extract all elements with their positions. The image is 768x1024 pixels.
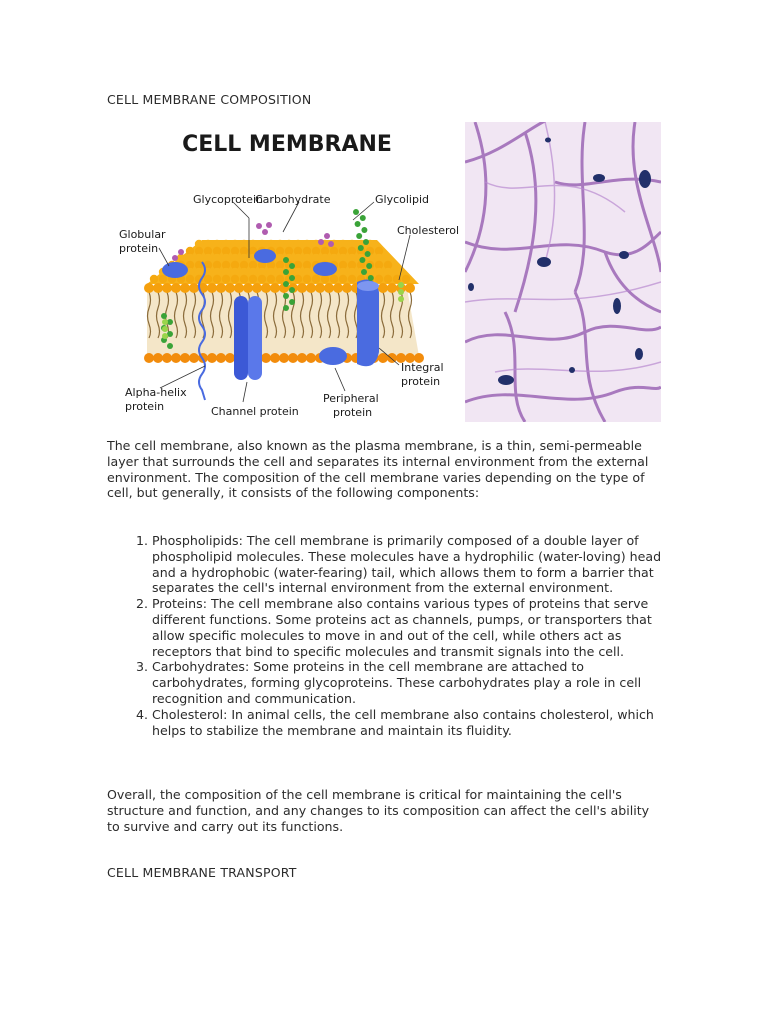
label-peripheral: Peripheral xyxy=(323,392,379,405)
label-globular: Globular xyxy=(119,228,166,241)
peripheral-protein xyxy=(319,347,347,365)
intro-paragraph: The cell membrane, also known as the plasma membrane, is a thin, semi-permeable layer that surrounds the cell and separates its internal environment from the external environment. The composition of the cell membrane varies depending on the type of cell, but generally, it consists of the following components: xyxy=(107,438,649,501)
label-glycoprotein: Glycoprotein xyxy=(193,193,263,206)
channel-protein xyxy=(234,296,262,380)
list-item: 2. Proteins: The cell membrane also contains various types of proteins that serve different functions. Some proteins act as channels, pumps, or transporters that allow specific molecules to move in and out of the cell, while others act as receptors that bind to specific molecules and transmit signals into the cell. xyxy=(152,596,667,659)
list-item: 3. Carbohydrates: Some proteins in the cell membrane are attached to carbohydrates, forming glycoproteins. These carbohydrates play a role in cell recognition and communication. xyxy=(152,659,667,706)
summary-paragraph: Overall, the composition of the cell membrane is critical for maintaining the cell's structure and function, and any changes to its composition can affect the cell's ability to survive and carry out its functions. xyxy=(107,787,650,834)
section-heading-composition: CELL MEMBRANE COMPOSITION xyxy=(107,92,312,107)
list-item: 1. Phospholipids: The cell membrane is primarily composed of a double layer of phospholipid molecules. These molecules have a hydrophilic (water-loving) head and a hydrophobic (water-fearing) tail, which allows them to form a barrier that separates the cell's internal environment from the external environment. xyxy=(152,533,667,596)
label-integral-protein: protein xyxy=(401,375,441,388)
label-channel-protein: Channel protein xyxy=(211,405,299,418)
label-peripheral-protein: protein xyxy=(333,406,373,419)
diagram-title: CELL MEMBRANE xyxy=(182,132,392,157)
components-list xyxy=(107,533,667,738)
list-item: 4. Cholesterol: In animal cells, the cell membrane also contains cholesterol, which helps to stabilize the membrane and maintain its fluidity. xyxy=(152,707,667,739)
label-carbohydrate: Carbohydrate xyxy=(255,193,331,206)
cell-micrograph-image xyxy=(465,122,661,422)
label-alpha-helix-protein: protein xyxy=(125,400,165,413)
integral-protein xyxy=(357,280,379,367)
cell-membrane-diagram xyxy=(107,120,464,426)
globular-protein xyxy=(162,262,188,278)
label-globular-protein: protein xyxy=(119,242,159,255)
label-glycolipid: Glycolipid xyxy=(375,193,430,206)
label-integral: Integral xyxy=(401,361,444,374)
label-alpha-helix: Alpha-helix xyxy=(125,386,187,399)
section-heading-transport: CELL MEMBRANE TRANSPORT xyxy=(107,865,297,880)
label-cholesterol: Cholesterol xyxy=(397,224,460,237)
